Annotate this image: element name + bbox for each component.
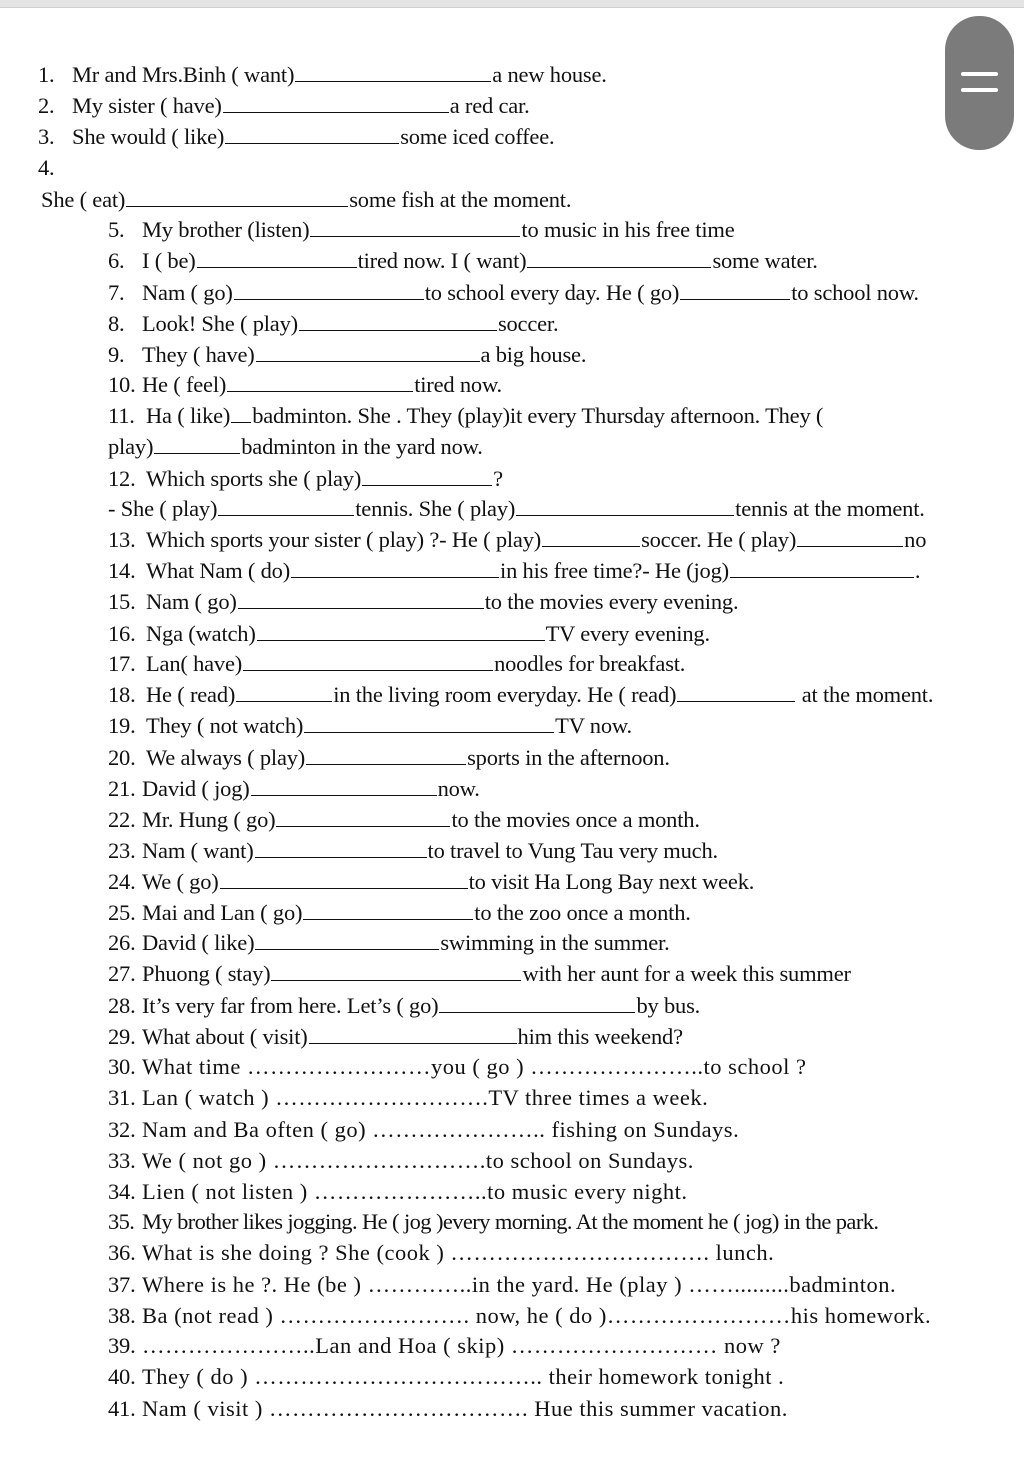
line-text: TV now. [555,713,632,738]
exercise-line-1 [38,62,607,88]
answer-blank[interactable] [276,825,450,827]
answer-blank[interactable] [257,639,545,641]
line-text: swimming in the summer. [440,930,670,955]
line-text: to the movies every evening. [484,589,739,614]
answer-blank[interactable] [309,1042,517,1044]
line-text: at the moment. [796,682,934,707]
line-text: to the zoo once a month. [474,900,691,925]
exercise-line-23 [108,838,718,864]
line-text: Where is he ?. He (be ) …………..in the yard. He (play ) …….........badminton. [142,1272,897,1297]
answer-blank[interactable] [256,360,480,362]
grip-line-icon [961,72,998,76]
line-text: by bus. [636,993,701,1018]
line-text: What time ……………………you ( go ) …………………..to school ? [142,1054,807,1079]
answer-blank[interactable] [291,576,499,578]
line-text: a big house. [480,342,587,367]
line-text: It’s very far from here. Let’s ( go) [142,993,439,1018]
item-number: 16. [108,621,136,646]
exercise-line-11-continued [108,434,483,460]
exercise-line-35 [108,1209,878,1235]
exercise-line-22 [108,807,700,833]
line-text: Nam ( visit ) ……………………………. Hue this summer vacation. [142,1396,788,1421]
line-text: He ( feel) [142,372,227,397]
answer-blank[interactable] [542,545,640,547]
item-number: 35. [108,1209,135,1234]
item-number: 14. [108,558,136,583]
item-number: 11. [108,403,135,428]
line-text: David ( like) [142,930,255,955]
item-number: 12. [108,466,136,491]
item-number: 41. [108,1396,136,1421]
line-text: Ha ( like) [146,403,231,428]
answer-blank[interactable] [271,979,521,981]
answer-blank[interactable] [231,421,251,423]
line-text: We always ( play) [146,745,306,770]
item-number: 10. [108,372,136,397]
item-number: 33. [108,1148,136,1173]
exercise-line-8 [108,311,558,337]
line-text: They ( have) [142,342,255,367]
line-text: to school every day. He ( go) [424,280,680,305]
exercise-line-39 [108,1333,781,1359]
item-number: 36. [108,1240,136,1265]
exercise-line-33 [108,1148,694,1174]
exercise-line-34 [108,1179,688,1205]
answer-blank[interactable] [304,731,554,733]
answer-blank[interactable] [303,918,473,920]
exercise-line-16 [108,621,710,647]
item-number: 13. [108,527,136,552]
line-text: Lien ( not listen ) …………………..to music every night. [142,1179,688,1204]
line-text: to school now. [791,280,919,305]
answer-blank[interactable] [227,390,413,392]
item-number: 9. [108,342,125,367]
line-text: in the living room everyday. He ( read) [333,682,677,707]
line-text: Mr. Hung ( go) [142,807,276,832]
line-text: ? [493,466,503,491]
exercise-line-4 [41,187,571,213]
answer-blank[interactable] [527,266,711,268]
line-text: Ba (not read ) ……………………. now, he ( do )……………………his homework. [142,1303,932,1328]
line-text: Nam ( want) [142,838,254,863]
line-text: some water. [712,248,818,273]
answer-blank[interactable] [243,669,493,671]
grip-line-icon [961,88,998,92]
line-text: My sister ( have) [72,93,222,118]
answer-blank[interactable] [255,856,427,858]
item-number: 15. [108,589,136,614]
exercise-line-30 [108,1054,806,1080]
answer-blank[interactable] [730,576,914,578]
exercise-line-41 [108,1396,788,1422]
answer-blank[interactable] [126,205,348,207]
answer-blank[interactable] [255,948,439,950]
item-number: 38. [108,1303,136,1328]
line-text: David ( jog) [142,776,250,801]
answer-blank[interactable] [236,700,332,702]
line-text: with her aunt for a week this summer [522,961,851,986]
item-number: 19. [108,713,136,738]
item-number: 39. [108,1333,136,1358]
line-text: badminton in the yard now. [241,434,483,459]
line-text: Which sports your sister ( play) ?- He ( play) [146,527,542,552]
item-number: 34. [108,1179,136,1204]
line-text: now. [437,776,480,801]
answer-blank[interactable] [306,763,466,765]
item-number: 23. [108,838,136,863]
exercise-line-11 [108,403,823,429]
exercise-line-18 [108,682,933,708]
exercise-line-9 [108,342,586,368]
line-text: some iced coffee. [400,124,555,149]
answer-blank[interactable] [797,545,903,547]
line-text: . [914,558,921,583]
answer-blank[interactable] [516,514,734,516]
line-text: in his free time?- He (jog) [500,558,729,583]
line-text: a new house. [492,62,607,87]
item-number: 26. [108,930,136,955]
line-text: My brother likes jogging. He ( jog )every morning. At the moment he ( jog) in the park. [142,1209,879,1234]
line-text: play) [108,434,154,459]
exercise-line-21 [108,776,480,802]
line-text: tired now. I ( want) [357,248,527,273]
answer-blank[interactable] [362,484,492,486]
item-number: 22. [108,807,136,832]
answer-blank[interactable] [234,298,424,300]
item-number: 3. [38,124,55,149]
line-text: What is she doing ? She (cook ) ……………………………. lunch. [142,1240,775,1265]
line-text: to the movies once a month. [451,807,700,832]
exercise-line-24 [108,869,754,895]
exercise-line-26 [108,930,670,956]
line-text: no [904,527,927,552]
exercise-line-17 [108,651,685,677]
item-number: 37. [108,1272,136,1297]
answer-blank[interactable] [220,887,468,889]
answer-blank[interactable] [299,329,497,331]
line-text: some fish at the moment. [349,187,572,212]
exercise-line-37 [108,1272,896,1298]
exercise-line-38 [108,1303,931,1329]
item-number: 4. [38,155,55,180]
answer-blank[interactable] [154,452,240,454]
exercise-line-5 [108,217,735,243]
item-number: 32. [108,1117,136,1142]
answer-blank[interactable] [218,514,354,516]
exercise-line-28 [108,993,700,1019]
exercise-line-4-number [38,155,54,181]
exercise-line-25 [108,900,691,926]
line-text: We ( not go ) ……………………….to school on Sundays. [142,1148,694,1173]
line-text: soccer. He ( play) [641,527,797,552]
line-text: Lan ( watch ) ……………………….TV three times a week. [142,1085,709,1110]
answer-blank[interactable] [677,700,795,702]
exercise-line-27 [108,961,851,987]
item-number: 17. [108,651,136,676]
item-number: 27. [108,961,136,986]
exercise-line-15 [108,589,738,615]
line-text: He ( read) [146,682,236,707]
line-text: to travel to Vung Tau very much. [427,838,718,863]
line-text: tired now. [414,372,502,397]
item-number: 24. [108,869,136,894]
line-text: him this weekend? [517,1024,683,1049]
answer-blank[interactable] [238,607,484,609]
exercise-line-10 [108,372,502,398]
item-number: 28. [108,993,136,1018]
line-text: She would ( like) [72,124,225,149]
line-text: TV every evening. [545,621,710,646]
line-text: Mai and Lan ( go) [142,900,303,925]
item-number: 21. [108,776,136,801]
line-text: Look! She ( play) [142,311,298,336]
item-number: 8. [108,311,125,336]
item-number: 40. [108,1364,136,1389]
line-text: Phuong ( stay) [142,961,271,986]
line-text: My brother (listen) [142,217,310,242]
exercise-line-12-continued [108,496,925,522]
line-text: What Nam ( do) [146,558,291,583]
line-text: What about ( visit) [142,1024,308,1049]
line-text: noodles for breakfast. [494,651,686,676]
line-text: …………………..Lan and Hoa ( skip) ……………………… now ? [142,1333,781,1358]
answer-blank[interactable] [225,142,399,144]
exercise-line-2 [38,93,530,119]
line-text: - She ( play) [108,496,218,521]
line-text: I ( be) [142,248,196,273]
answer-blank[interactable] [680,298,790,300]
line-text: She ( eat) [41,187,126,212]
drag-handle[interactable] [945,16,1014,150]
exercise-line-6 [108,248,818,274]
item-number: 7. [108,280,125,305]
line-text: Nga (watch) [146,621,256,646]
line-text: tennis. She ( play) [355,496,516,521]
line-text: Nam ( go) [146,589,237,614]
answer-blank[interactable] [251,794,437,796]
item-number: 29. [108,1024,136,1049]
item-number: 30. [108,1054,136,1079]
exercise-line-40 [108,1364,784,1390]
exercise-line-13 [108,527,926,553]
exercise-line-20 [108,745,670,771]
line-text: tennis at the moment. [735,496,925,521]
answer-blank[interactable] [310,235,520,237]
line-text: badminton. She . They (play)it every Thursday afternoon. They ( [252,403,824,428]
item-number: 1. [38,62,55,87]
line-text: They ( do ) ……………………………….. their homework tonight . [142,1364,785,1389]
item-number: 5. [108,217,125,242]
line-text: We ( go) [142,869,219,894]
item-number: 31. [108,1085,136,1110]
line-text: Mr and Mrs.Binh ( want) [72,62,295,87]
exercise-line-29 [108,1024,683,1050]
exercise-line-7 [108,280,919,306]
exercise-line-3 [38,124,554,150]
line-text: Nam ( go) [142,280,233,305]
item-number: 2. [38,93,55,118]
exercise-line-31 [108,1085,708,1111]
answer-blank[interactable] [295,80,491,82]
exercise-line-32 [108,1117,739,1143]
item-number: 18. [108,682,136,707]
line-text: Nam and Ba often ( go) ………………….. fishing on Sundays. [142,1117,740,1142]
item-number: 20. [108,745,136,770]
line-text: to visit Ha Long Bay next week. [468,869,755,894]
item-number: 25. [108,900,136,925]
item-number: 6. [108,248,125,273]
line-text: sports in the afternoon. [467,745,670,770]
answer-blank[interactable] [439,1011,635,1013]
answer-blank[interactable] [223,111,449,113]
line-text: soccer. [497,311,559,336]
line-text: Lan( have) [146,651,243,676]
line-text: a red car. [449,93,530,118]
answer-blank[interactable] [197,266,357,268]
exercise-line-14 [108,558,920,584]
line-text: Which sports she ( play) [146,466,362,491]
exercise-line-12 [108,466,503,492]
line-text: They ( not watch) [146,713,304,738]
exercise-line-36 [108,1240,774,1266]
exercise-line-19 [108,713,632,739]
line-text: to music in his free time [521,217,735,242]
